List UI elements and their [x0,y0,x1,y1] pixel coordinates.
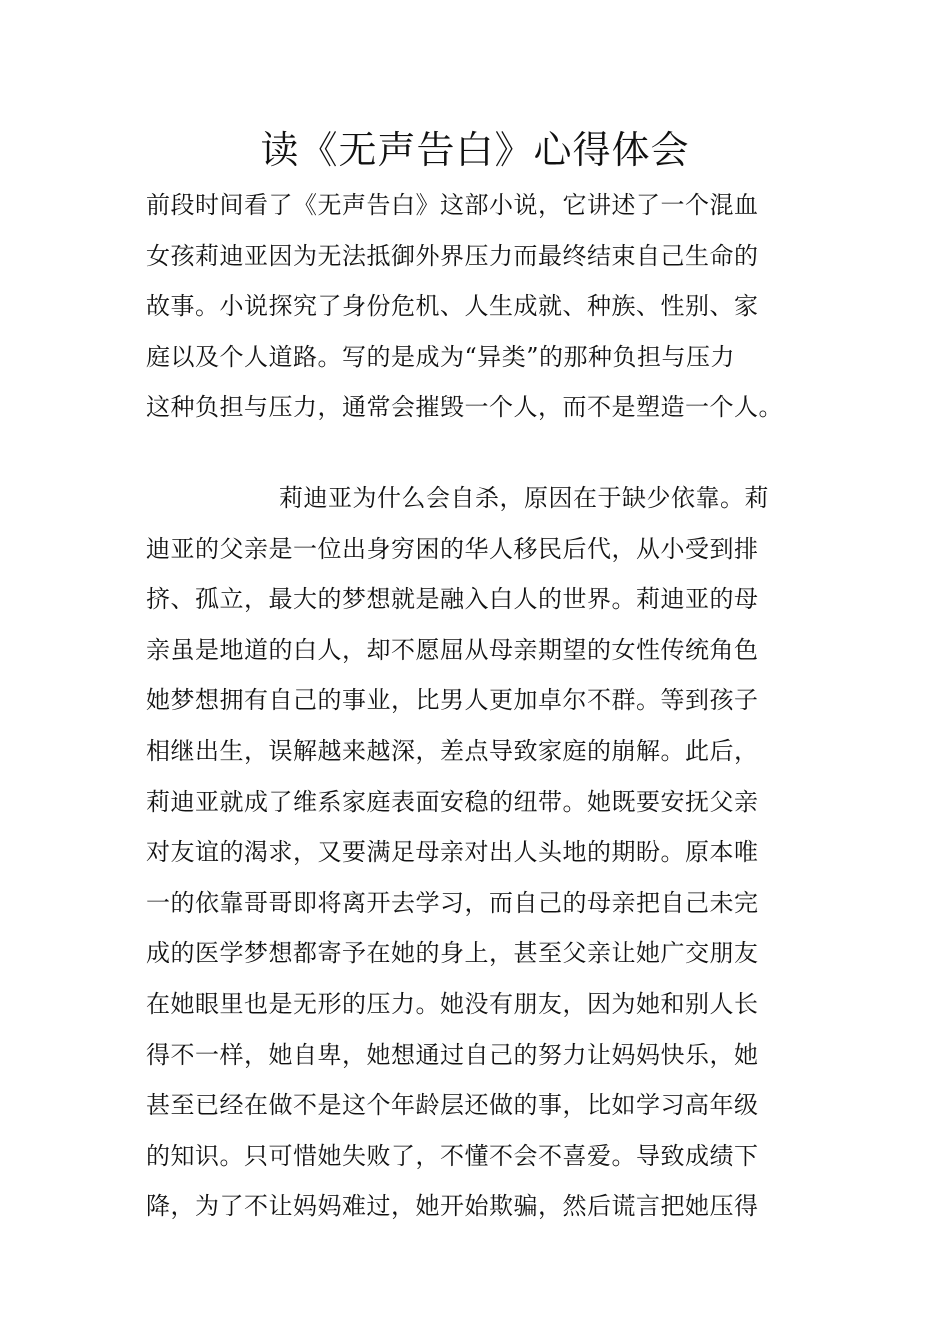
text-line: 亲虽是地道的白人，却不愿屈从母亲期望的女性传统角色 [146,635,759,664]
text-line: 在她眼里也是无形的压力。她没有朋友，因为她和别人长 [146,989,759,1018]
text-line: 成的医学梦想都寄予在她的身上，甚至父亲让她广交朋友 [146,939,759,968]
text-line: 莉迪亚就成了维系家庭表面安稳的纽带。她既要安抚父亲 [146,787,759,816]
document-title: 读《无声告白》心得体会 [260,128,690,172]
text-line: 这种负担与压力，通常会摧毁一个人，而不是塑造一个人。 [146,393,783,422]
text-line: 相继出生，误解越来越深，差点导致家庭的崩解。此后， [146,736,759,765]
text-line: 降，为了不让妈妈难过，她开始欺骗，然后谎言把她压得 [146,1192,759,1221]
text-line: 挤、孤立，最大的梦想就是融入白人的世界。莉迪亚的母 [146,585,759,614]
text-line: 迪亚的父亲是一位出身穷困的华人移民后代，从小受到排 [146,534,759,563]
paragraph-1 [146,180,811,433]
text-line: 女孩莉迪亚因为无法抵御外界压力而最终结束自己生命的 [146,241,759,270]
text-line: 得不一样，她自卑，她想通过自己的努力让妈妈快乐，她 [146,1040,759,1069]
text-line: 一的依靠哥哥即将离开去学习，而自己的母亲把自己未完 [146,888,759,917]
text-line: 莉迪亚为什么会自杀，原因在于缺少依靠。莉 [279,484,769,512]
text-line: 对友谊的渴求，又要满足母亲对出人头地的期盼。原本唯 [146,838,759,867]
text-line: 甚至已经在做不是这个年龄层还做的事，比如学习高年级 [146,1091,759,1120]
text-line: 故事。小说探究了身份危机、人生成就、种族、性别、家 [146,292,759,321]
text-line: 前段时间看了《无声告白》这部小说，它讲述了一个混血 [146,191,759,219]
paragraph-2 [146,473,811,1232]
text-line: 庭以及个人道路。写的是成为“异类”的那种负担与压力 [146,342,736,371]
text-line: 的知识。只可惜她失败了，不懂不会不喜爱。导致成绩下 [146,1141,759,1170]
text-line: 她梦想拥有自己的事业，比男人更加卓尔不群。等到孩子 [146,686,759,715]
